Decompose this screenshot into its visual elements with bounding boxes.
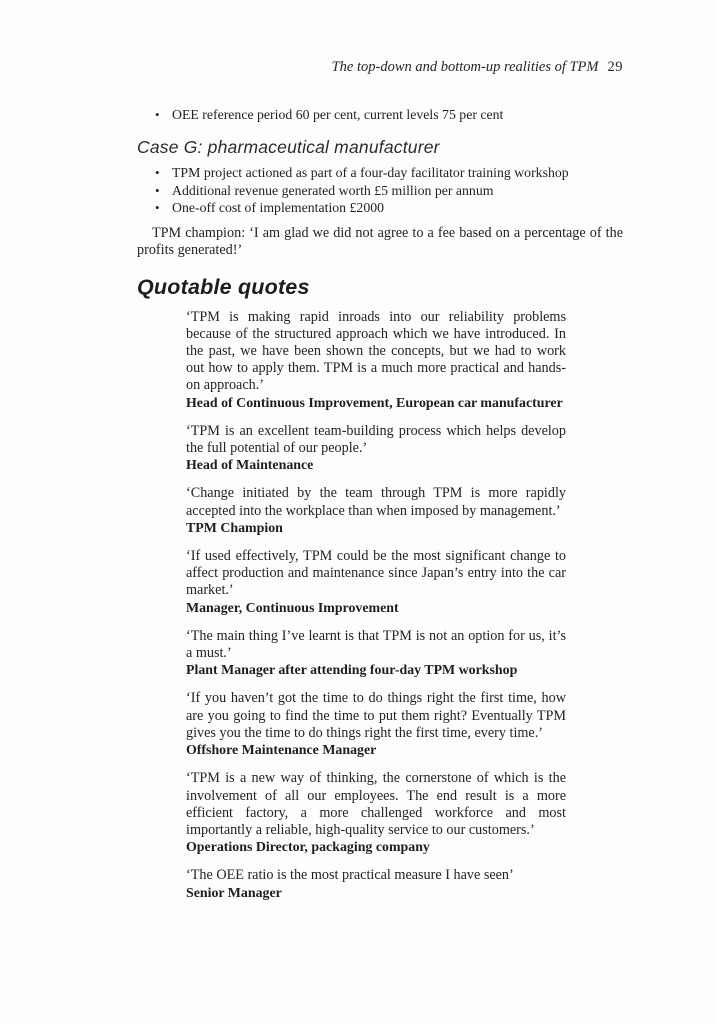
quote-block (186, 485, 566, 537)
bullet-item: • TPM project actioned as part of a four-day facilitator training workshop (137, 164, 623, 181)
case-g-heading: Case G: pharmaceutical manufacturer (137, 137, 440, 158)
running-head (137, 58, 623, 76)
quotes-list (186, 309, 566, 902)
quote-text: ‘TPM is an excellent team-building process which helps develop the full potential of our people.’ (186, 422, 566, 457)
quote-attribution: TPM Champion (186, 520, 283, 536)
quote-text: ‘TPM is a new way of thinking, the cornerstone of which is the involvement of all our employees. The end result is a more efficient factory, a more challenged workforce and most importantly a reliable, high-quality service to our customers.’ (186, 770, 566, 838)
quote-block (186, 867, 566, 901)
quotable-quotes-heading: Quotable quotes (137, 274, 310, 299)
bullet-item: • OEE reference period 60 per cent, current levels 75 per cent (137, 106, 623, 123)
bullet-item: • Additional revenue generated worth £5 million per annum (137, 182, 623, 199)
quote-text: ‘The main thing I’ve learnt is that TPM is not an option for us, it’s a must.’ (186, 627, 566, 662)
quote-attribution: Plant Manager after attending four-day TPM workshop (186, 663, 518, 679)
quote-attribution: Head of Continuous Improvement, European car manufacturer (186, 395, 563, 411)
quote-block (186, 423, 566, 475)
quote-attribution: Operations Director, packaging company (186, 840, 430, 856)
quote-attribution: Offshore Maintenance Manager (186, 743, 377, 759)
quote-text: ‘If you haven’t got the time to do things right the first time, how are you going to find the time to put them right? Eventually TPM gives you the time to do things right the first time, every time.’ (186, 690, 566, 741)
quote-attribution: Manager, Continuous Improvement (186, 600, 399, 616)
intro-bullet-list (137, 106, 623, 123)
quote-attribution: Head of Maintenance (186, 458, 314, 474)
case-g-bullet-list (137, 164, 623, 216)
quote-attribution: Senior Manager (186, 885, 282, 901)
quote-block (186, 690, 566, 759)
bullet-item: • One-off cost of implementation £2000 (137, 199, 623, 216)
champion-paragraph: TPM champion: ‘I am glad we did not agree to a fee based on a percentage of the profits generated!’ (137, 224, 623, 258)
quote-text: ‘If used effectively, TPM could be the most significant change to affect production and maintenance since Japan’s entry into the car market.’ (186, 548, 566, 599)
quote-text: ‘Change initiated by the team through TPM is more rapidly accepted into the workplace than when imposed by management.’ (186, 485, 566, 519)
page-number: 29 (607, 59, 623, 75)
quote-block (186, 548, 566, 617)
quote-text: ‘TPM is making rapid inroads into our reliability problems because of the structured approach which we have introduced. In the past, we have been shown the concepts, but we had to work out how to apply them. TPM is a much more practical and hands-on approach.’ (186, 308, 566, 394)
quote-text: ‘The OEE ratio is the most practical measure I have seen’ (186, 867, 514, 884)
quote-block (186, 628, 566, 680)
quote-block (186, 309, 566, 412)
page-content (137, 58, 623, 913)
running-head-title: The top-down and bottom-up realities of TPM (331, 59, 599, 75)
quote-block (186, 770, 566, 856)
